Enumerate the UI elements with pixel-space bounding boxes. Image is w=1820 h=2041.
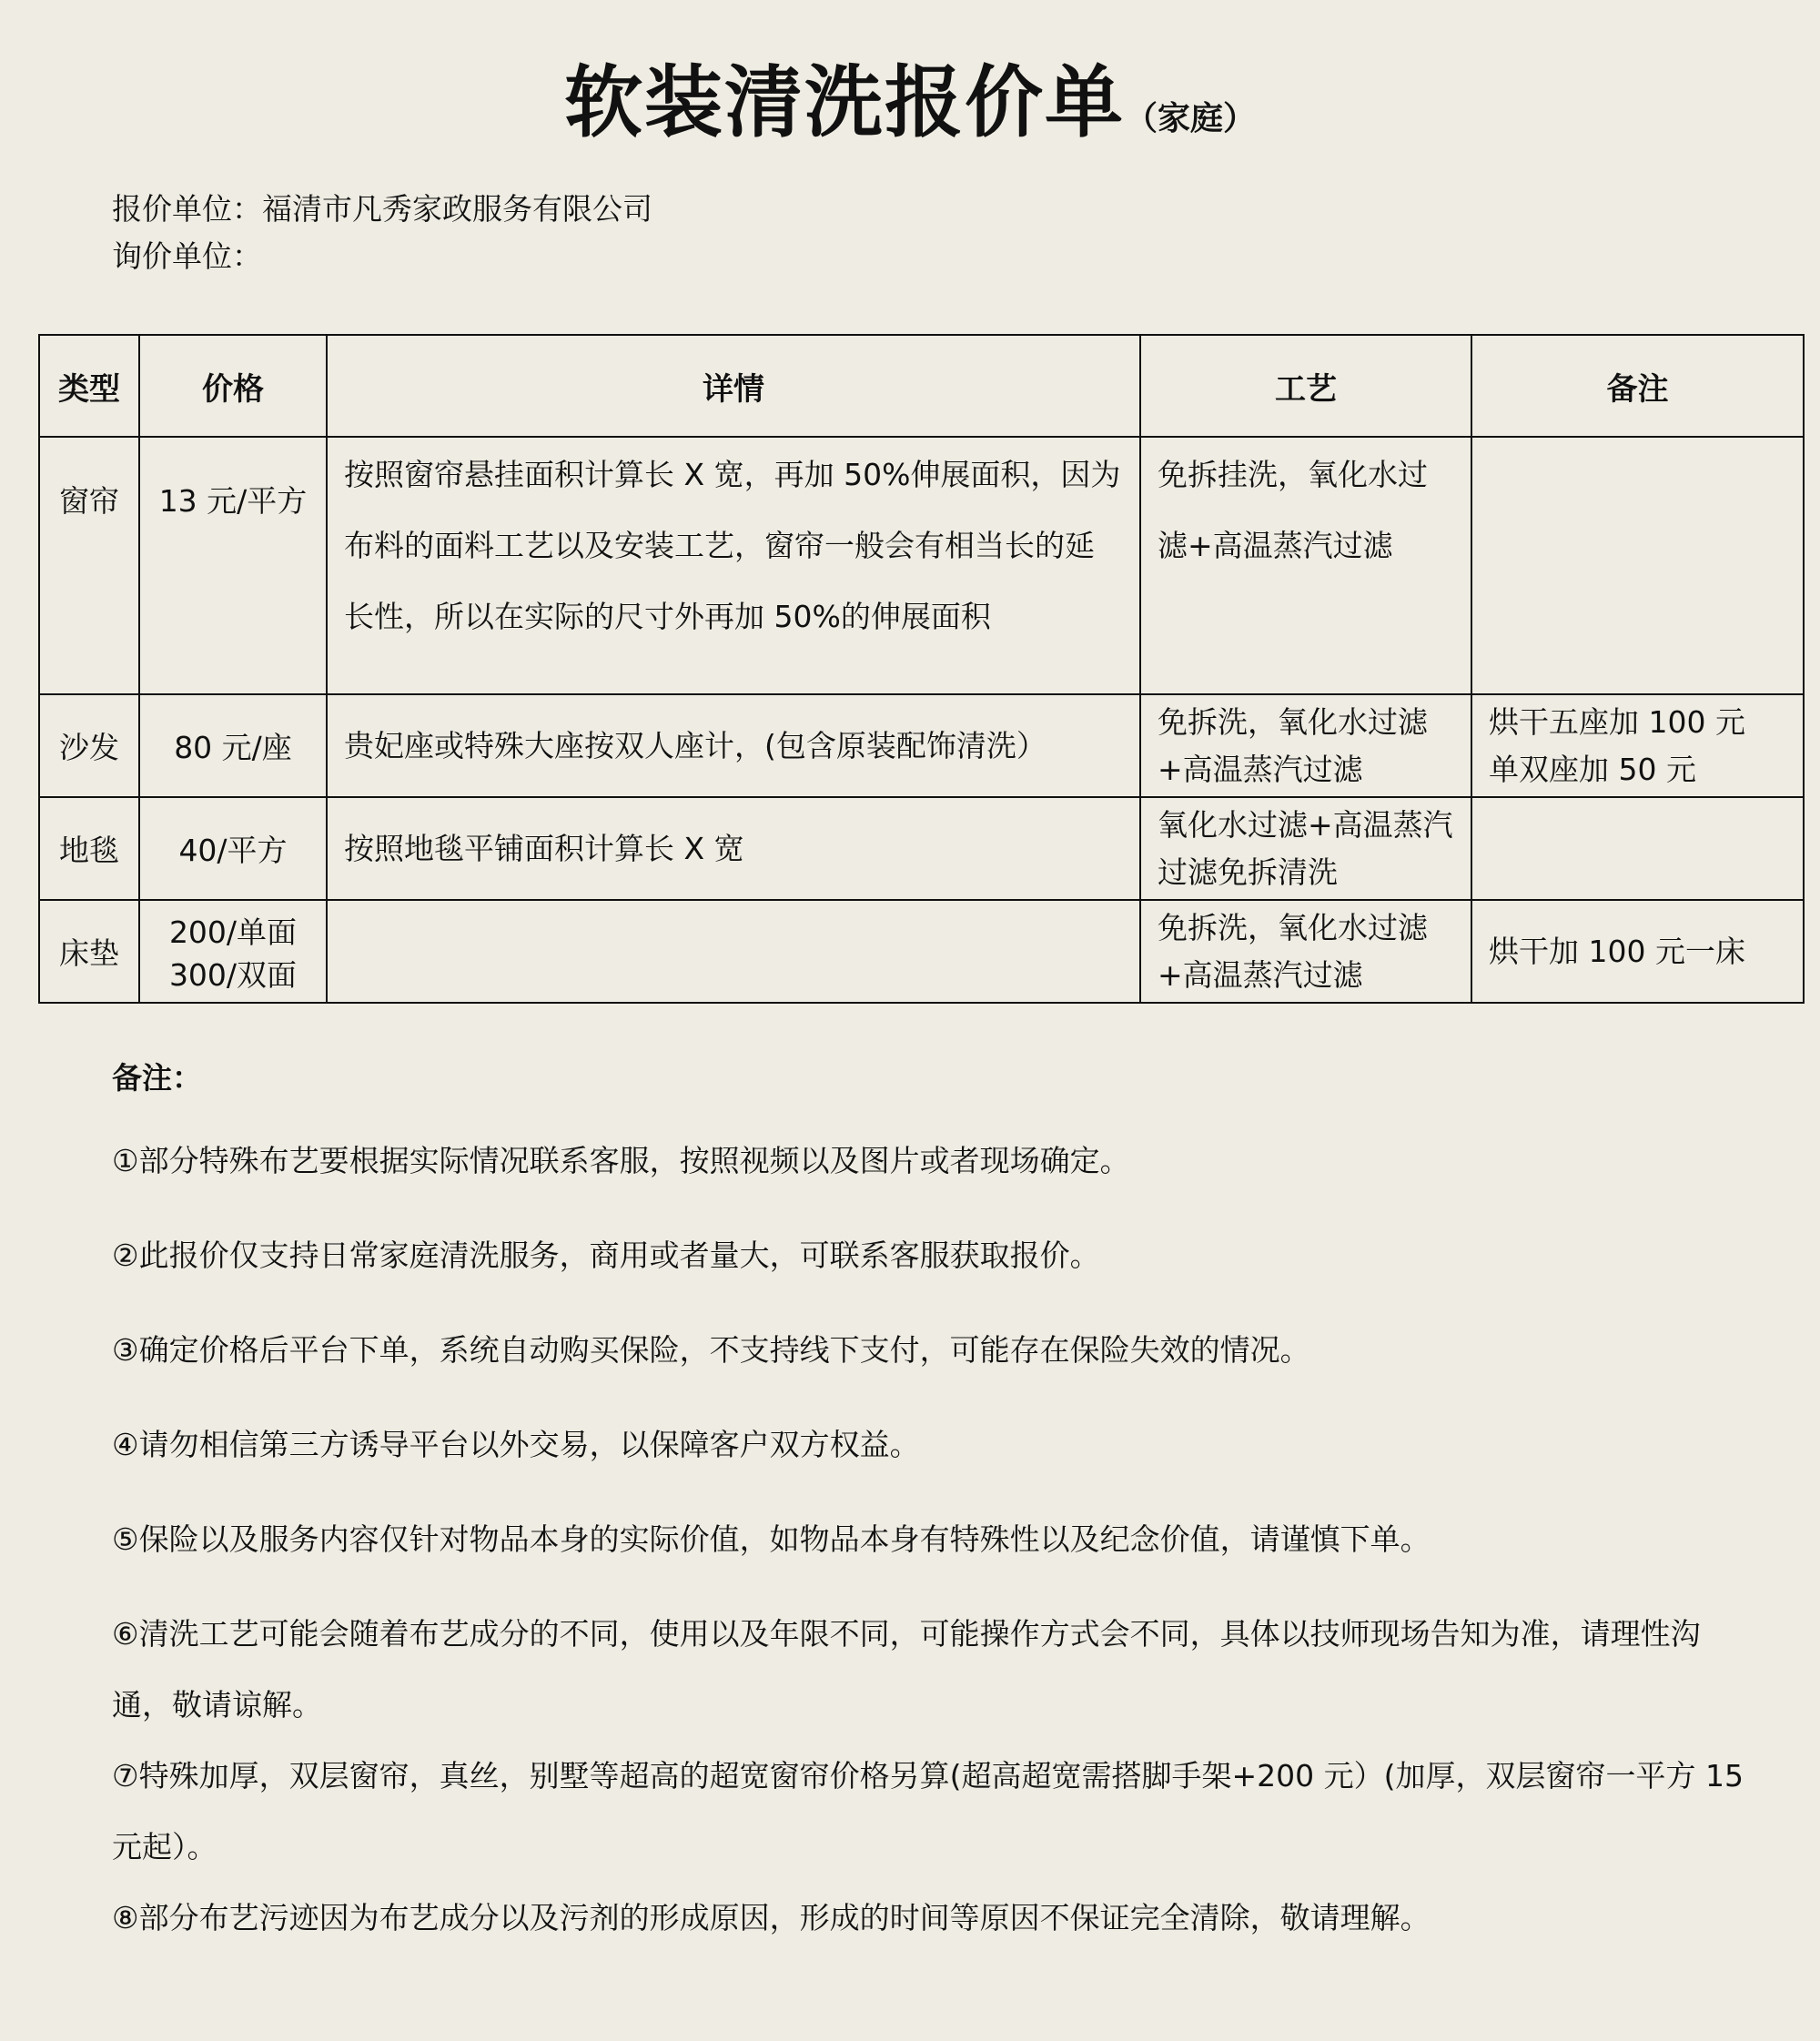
inquiry-unit: 询价单位： (112, 238, 262, 274)
cell-remark (1471, 437, 1804, 694)
document-title (0, 56, 1820, 150)
note-item: ⑥清洗工艺可能会随着布艺成分的不同，使用以及年限不同，可能操作方式会不同，具体以技师现场告知为准，请理性沟通，敬请谅解。 (112, 1616, 1701, 1723)
note-item: ①部分特殊布艺要根据实际情况联系客服，按照视频以及图片或者现场确定。 (112, 1143, 1130, 1178)
title-suffix: （家庭） (1124, 100, 1256, 137)
cell-process: 氧化水过滤+高温蒸汽过滤免拆清洗 (1140, 797, 1471, 900)
cell-remark: 烘干加 100 元一床 (1471, 900, 1804, 1003)
remark-line: 烘干五座加 100 元 (1489, 703, 1745, 740)
note-item: ④请勿相信第三方诱导平台以外交易，以保障客户双方权益。 (112, 1427, 920, 1462)
cell-process: 免拆洗，氧化水过滤+高温蒸汽过滤 (1140, 900, 1471, 1003)
cell-type: 沙发 (39, 694, 139, 797)
header-remark: 备注 (1471, 335, 1804, 437)
cell-remark (1471, 694, 1804, 797)
header-detail: 详情 (327, 335, 1140, 437)
cell-type: 窗帘 (39, 437, 139, 694)
note-item: ③确定价格后平台下单，系统自动购买保险，不支持线下支付，可能存在保险失效的情况。 (112, 1332, 1310, 1368)
cell-type: 地毯 (39, 797, 139, 900)
price-line: 200/单面 (168, 914, 298, 950)
header-type: 类型 (39, 335, 139, 437)
quote-unit: 报价单位：福清市凡秀家政服务有限公司 (112, 191, 652, 227)
note-item: ⑧部分布艺污迹因为布艺成分以及污剂的形成原因，形成的时间等原因不保证完全清除，敬请理解。 (112, 1900, 1431, 1935)
cell-type: 床垫 (39, 900, 139, 1003)
note-item: ⑤保险以及服务内容仅针对物品本身的实际价值，如物品本身有特殊性以及纪念价值，请谨慎下单。 (112, 1521, 1431, 1557)
header-price: 价格 (139, 335, 327, 437)
cell-price: 13 元/平方 (139, 437, 327, 694)
cell-detail: 贵妃座或特殊大座按双人座计，(包含原装配饰清洗） (327, 694, 1140, 797)
table-row (39, 797, 1804, 900)
note-item: ⑦特殊加厚，双层窗帘，真丝，别墅等超高的超宽窗帘价格另算(超高超宽需搭脚手架+200 元）(加厚，双层窗帘一平方 15 元起）。 (112, 1758, 1744, 1864)
cell-detail: 按照窗帘悬挂面积计算长 X 宽，再加 50%伸展面积，因为布料的面料工艺以及安装工艺，窗帘一般会有相当长的延长性，所以在实际的尺寸外再加 50%的伸展面积 (327, 437, 1140, 694)
table-row (39, 694, 1804, 797)
title-main: 软装清洗报价单 (563, 57, 1125, 148)
cell-detail: 按照地毯平铺面积计算长 X 宽 (327, 797, 1140, 900)
price-table (38, 334, 1805, 1004)
note-item: ②此报价仅支持日常家庭清洗服务，商用或者量大，可联系客服获取报价。 (112, 1238, 1100, 1273)
table-row (39, 437, 1804, 694)
header-process: 工艺 (1140, 335, 1471, 437)
cell-price (139, 900, 327, 1003)
cell-price: 40/平方 (139, 797, 327, 900)
cell-process: 免拆洗，氧化水过滤+高温蒸汽过滤 (1140, 694, 1471, 797)
table-header-row (39, 335, 1804, 437)
notes-heading: 备注： (112, 1060, 202, 1096)
remark-line: 单双座加 50 元 (1489, 751, 1696, 787)
table-row (39, 900, 1804, 1003)
header-info (112, 186, 652, 280)
notes-section (112, 1053, 1750, 1954)
price-line: 300/双面 (168, 956, 298, 993)
cell-detail (327, 900, 1140, 1003)
cell-remark (1471, 797, 1804, 900)
cell-price: 80 元/座 (139, 694, 327, 797)
cell-process: 免拆挂洗，氧化水过滤+高温蒸汽过滤 (1140, 437, 1471, 694)
